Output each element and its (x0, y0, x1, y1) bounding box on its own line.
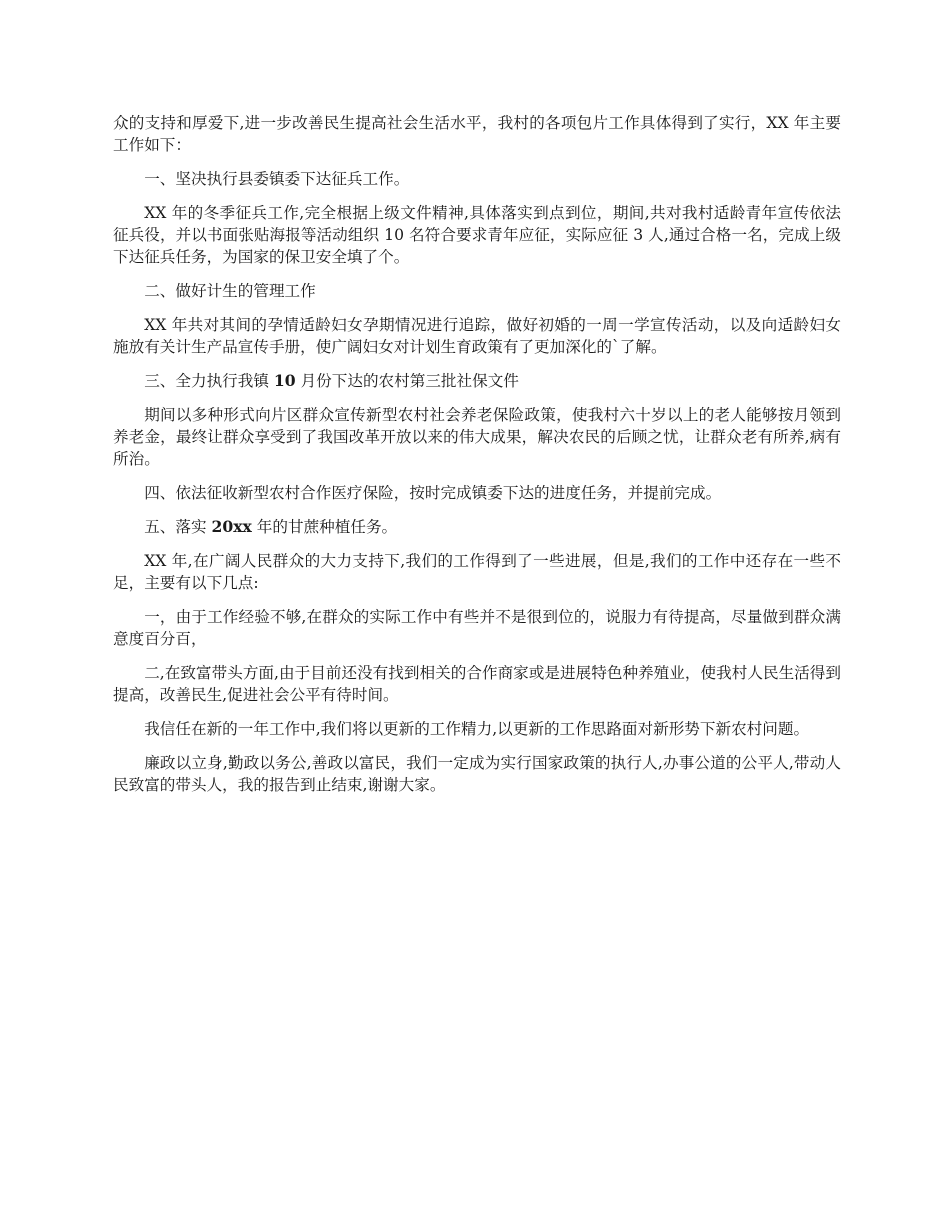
section-heading-sugarcane (113, 516, 841, 538)
heading-text-part: 五、落实 (144, 518, 212, 536)
paragraph-family-planning (113, 314, 841, 358)
section-heading-conscription (113, 168, 841, 190)
paragraph-shortcomings-intro (113, 550, 841, 594)
paragraph-text: XX 年的冬季征兵工作,完全根据上级文件精神,具体落实到点到位，期间,共对我村适龄青年宣传依法征兵役，并以书面张贴海报等活动组织 10 名符合要求青年应征，实际应征 3 人,通过合格一名，完成上级下达征兵任务，为国家的保卫安全填了个。 (113, 204, 841, 266)
heading-text: 一、坚决执行县委镇委下达征兵工作。 (144, 170, 410, 188)
paragraph-social-insurance (113, 404, 841, 470)
paragraph-text: 众的支持和厚爱下,进一步改善民生提高社会生活水平，我村的各项包片工作具体得到了实行，XX 年主要工作如下： (113, 114, 841, 154)
heading-month-number: 10 (273, 371, 296, 390)
paragraph-outlook (113, 718, 841, 740)
heading-text-part: 三、全力执行我镇 (144, 372, 274, 390)
paragraph-text: 二,在致富带头方面,由于目前还没有找到相关的合作商家或是进展特色种养殖业，使我村人民生活得到提高，改善民生,促进社会公平有待时间。 (113, 664, 841, 704)
paragraph-text: XX 年共对其间的孕情适龄妇女孕期情况进行追踪，做好初婚的一周一学宣传活动，以及向适龄妇女施放有关计生产品宣传手册，使广阔妇女对计划生育政策有了更加深化的`了解。 (113, 316, 841, 356)
paragraph-text: 一，由于工作经验不够,在群众的实际工作中有些并不是很到位的，说服力有待提高，尽量做到群众满意度百分百， (113, 608, 841, 648)
heading-text-part: 月份下达的农村第三批社保文件 (295, 372, 519, 390)
paragraph-text: 期间以多种形式向片区群众宣传新型农村社会养老保险政策，使我村六十岁以上的老人能够按月领到养老金，最终让群众享受到了我国改革开放以来的伟大成果，解决农民的后顾之忧，让群众老有所养,病有所治。 (113, 406, 841, 468)
paragraph-intro (113, 112, 841, 156)
paragraph-closing (113, 752, 841, 796)
paragraph-shortcoming-2 (113, 662, 841, 706)
document-body (113, 112, 841, 808)
section-heading-medical-insurance (113, 482, 841, 504)
paragraph-conscription (113, 202, 841, 268)
heading-text-part: 年的甘蔗种植任务。 (251, 518, 398, 536)
paragraph-text: XX 年,在广阔人民群众的大力支持下,我们的工作得到了一些进展，但是,我们的工作中还存在一些不足，主要有以下几点: (113, 552, 841, 592)
heading-text: 四、依法征收新型农村合作医疗保险，按时完成镇委下达的进度任务，并提前完成。 (144, 484, 722, 502)
heading-text: 二、做好计生的管理工作 (144, 282, 316, 300)
paragraph-shortcoming-1 (113, 606, 841, 650)
section-heading-family-planning (113, 280, 841, 302)
heading-year: 20xx (211, 517, 252, 536)
paragraph-text: 廉政以立身,勤政以务公,善政以富民，我们一定成为实行国家政策的执行人,办事公道的公平人,带动人民致富的带头人，我的报告到止结束,谢谢大家。 (113, 754, 841, 794)
section-heading-social-insurance (113, 370, 841, 392)
paragraph-text: 我信任在新的一年工作中,我们将以更新的工作精力,以更新的工作思路面对新形势下新农村问题。 (144, 720, 810, 738)
